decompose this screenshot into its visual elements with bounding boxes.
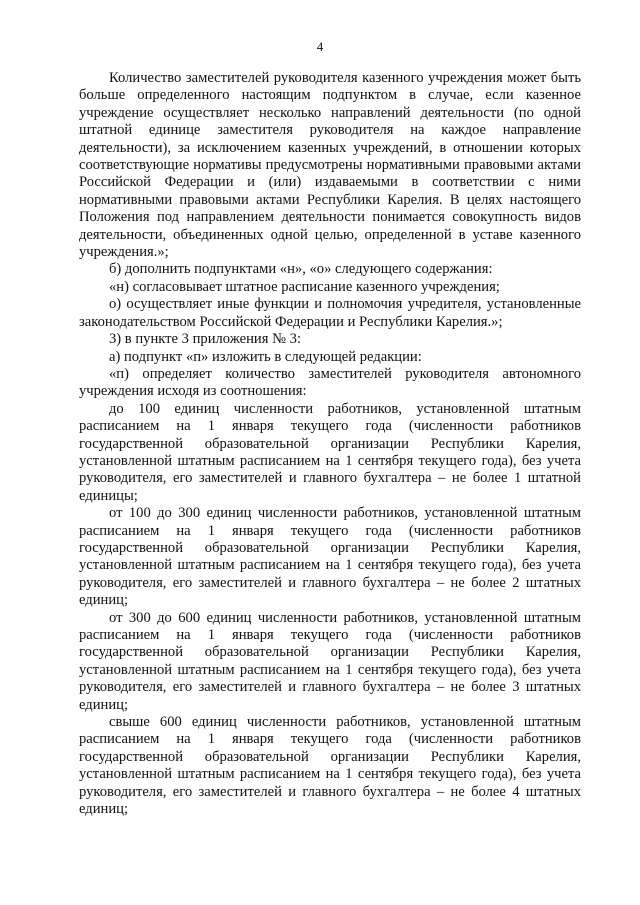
document-body [79,70,581,818]
paragraph-deputies-count-exception: Количество заместителей руководителя казенного учреждения может быть больше определенного настоящим подпунктом в случае, если казенное учреждение осуществляет несколько направлений деятельности (по одной штатной единице заместителя руководителя на каждое направление деятельности), за исключением казенных учреждений, в отношении которых соответствующие нормативы предусмотрены нормативными правовыми актами Российской Федерации и (или) издаваемыми в соответствии с ними нормативными правовыми актами Республики Карелия. В целях настоящего Положения под направлением деятельности понимается совокупность видов деятельности, объединенных одной целью, определенной в уставе казенного учреждения.»; [79,70,581,261]
paragraph-subitem-n: «н) согласовывает штатное расписание казенного учреждения; [109,278,500,295]
paragraph-add-subitems: б) дополнить подпунктами «н», «о» следующего содержания: [109,261,493,278]
paragraph-item-3-appendix-3: 3) в пункте 3 приложения № 3: [109,331,302,348]
paragraph-subitem-p-revision: а) подпункт «п» изложить в следующей редакции: [109,348,422,365]
paragraph-subitem-o: о) осуществляет иные функции и полномочия учредителя, установленные законодательством Российской Федерации и Республики Карелия.»; [79,296,581,330]
paragraph-up-to-100: до 100 единиц численности работников, установленной штатным расписанием на 1 января текущего года (численности работников государственной образовательной организации Республики Карелия, установленной штатным расписанием на 1 сентября текущего года), без учета руководителя, его заместителей и главного бухгалтера – не более 1 штатной единицы; [79,400,581,504]
paragraph-100-to-300: от 100 до 300 единиц численности работников, установленной штатным расписанием на 1 января текущего года (численности работников государственной образовательной организации Республики Карелия, установленной штатным расписанием на 1 сентября текущего года), без учета руководителя, его заместителей и главного бухгалтера – не более 2 штатных единиц; [79,505,581,609]
paragraph-subitem-p-text: «п) определяет количество заместителей руководителя автономного учреждения исходя из соотношения: [79,365,581,400]
paragraph-300-to-600: от 300 до 600 единиц численности работников, установленной штатным расписанием на 1 января текущего года (численности работников государственной образовательной организации Республики Карелия, установленной штатным расписанием на 1 сентября текущего года), без учета руководителя, его заместителей и главного бухгалтера – не более 3 штатных единиц; [79,609,581,713]
paragraph-over-600: свыше 600 единиц численности работников, установленной штатным расписанием на 1 января текущего года (численности работников государственной образовательной организации Республики Карелия, установленной штатным расписанием на 1 сентября текущего года), без учета руководителя, его заместителей и главного бухгалтера – не более 4 штатных единиц; [79,714,581,818]
page-number: 4 [316,39,324,54]
